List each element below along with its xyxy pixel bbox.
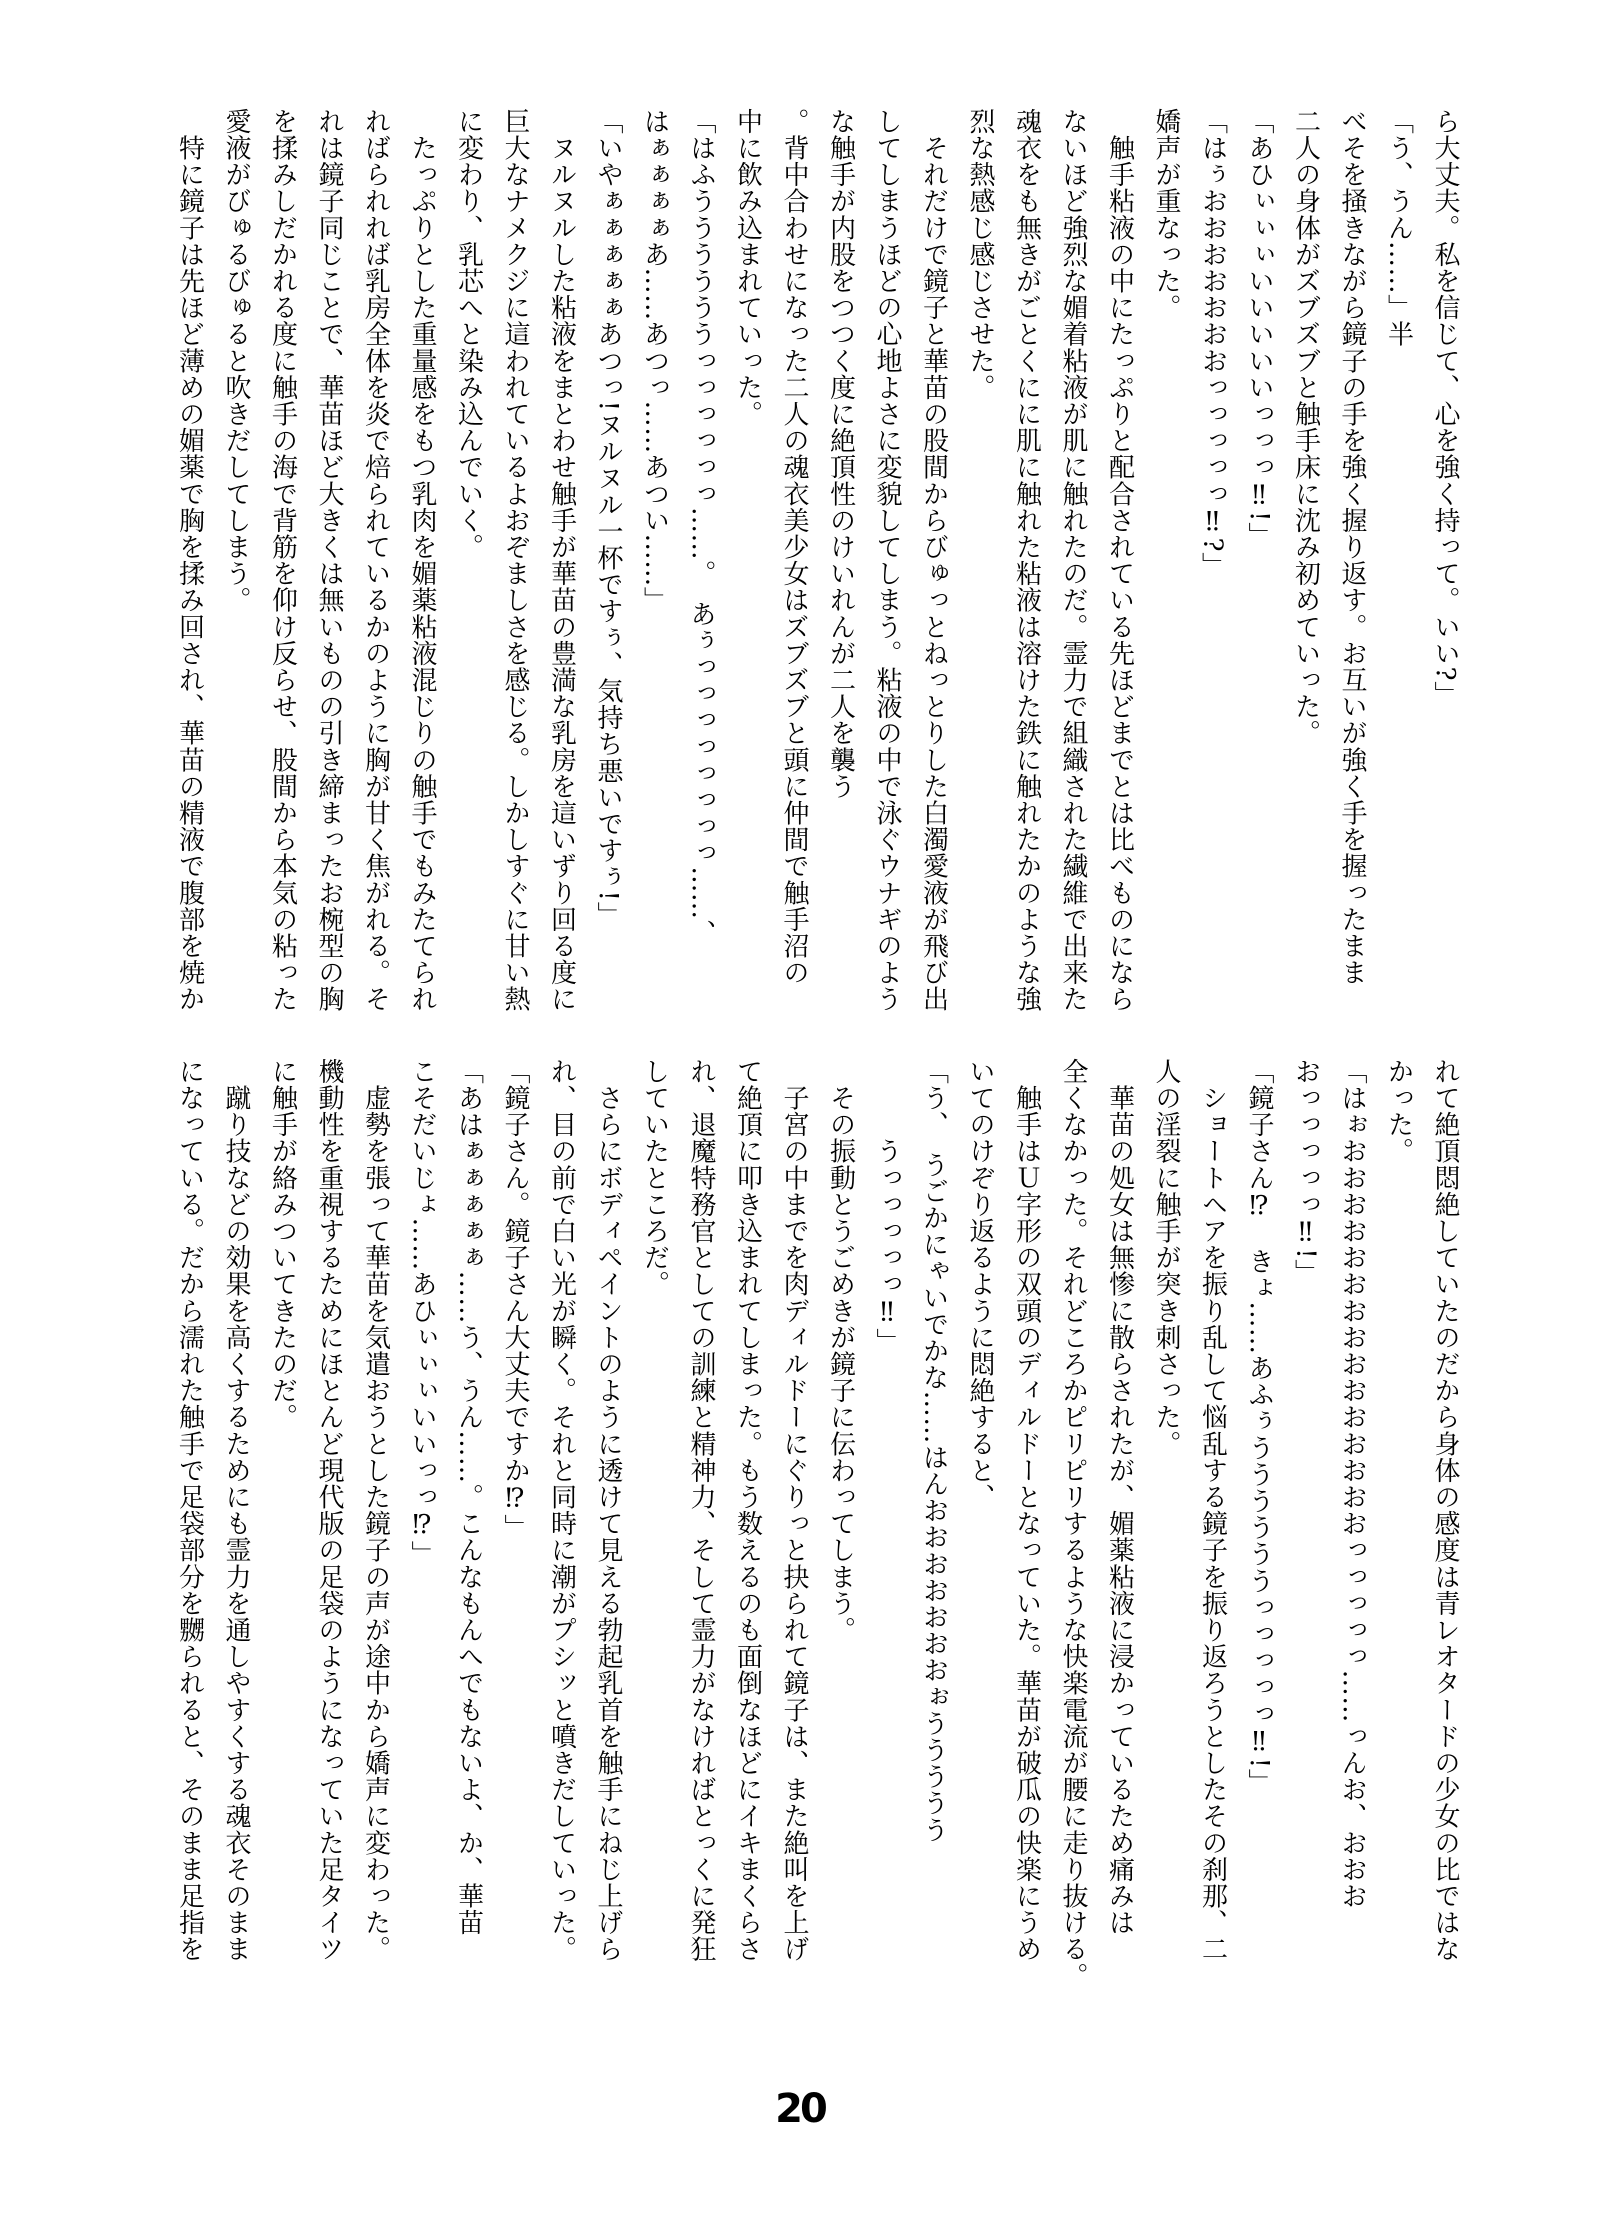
text-column: れ、退魔特務官としての訓練と精神力、そして霊力がなければとっくに発狂 bbox=[686, 1058, 716, 1963]
text-column: たっぷりとした重量感をもつ乳肉を媚薬粘液混じりの触手でもみたてられ bbox=[407, 108, 437, 1013]
text-column: 「鏡子さん。鏡子さん大丈夫ですか⁉」 bbox=[500, 1058, 530, 1541]
text-column: していたところだ。 bbox=[639, 1058, 670, 1298]
text-column: になっている。だから濡れた触手で足袋部分を嬲られると、そのまま足指を bbox=[174, 1058, 205, 1963]
text-column: その振動とうごめきが鏡子に伝わってしまう。 bbox=[825, 1058, 856, 1644]
text-column: うっっっっっ‼」 bbox=[872, 1058, 902, 1355]
text-column: て絶頂に叩き込まれてしまった。もう数えるのも面倒なほどにイキまくらさ bbox=[732, 1058, 763, 1963]
text-column: 華苗の処女は無惨に散らされたが、媚薬粘液に浸かっているため痛みは bbox=[1104, 1058, 1135, 1936]
text-column: かった。 bbox=[1383, 1058, 1414, 1165]
text-column: おっっっっっ‼!」 bbox=[1290, 1058, 1321, 1286]
text-column: 蹴り技などの効果を高くするためにも霊力を通しやすくする魂衣そのまま bbox=[221, 1058, 251, 1963]
text-column: べそを掻きながら鏡子の手を強く握り返す。お互いが強く手を握ったまま bbox=[1337, 108, 1367, 986]
text-column: さらにボディペイントのように透けて見える勃起乳首を触手にねじ上げら bbox=[593, 1058, 623, 1963]
text-column: れて絶頂悶絶していたのだから身体の感度は青レオタードの少女の比ではな bbox=[1430, 1058, 1460, 1963]
text-column: 「鏡子さん⁉ きょ……あふぅううううううっっっっっ‼!」 bbox=[1244, 1058, 1274, 1796]
text-block-top bbox=[158, 108, 1468, 1013]
text-column: を揉みしだかれる度に触手の海で背筋を仰け反らせ、股間から本気の粘った bbox=[267, 108, 298, 1013]
text-column: 中に飲み込まれていった。 bbox=[732, 108, 763, 428]
text-column: それだけで鏡子と華苗の股間からびゅっとねっとりした白濁愛液が飛び出 bbox=[918, 108, 949, 1013]
text-column: 愛液がびゅるびゅると吹きだしてしまう。 bbox=[221, 108, 251, 614]
text-column: 触手はＵ字形の双頭のディルドーとなっていた。華苗が破瓜の快楽にうめ bbox=[1011, 1058, 1042, 1963]
text-column: 「はぅおおおおおおおっっっっっ‼?」 bbox=[1197, 108, 1228, 579]
text-column: れは鏡子同じことで、華苗ほど大きくは無いものの引き締まったお椀型の胸 bbox=[314, 108, 344, 1013]
text-column: 「はぉおおおおおおおおおおおおおおおっっっっっ……っんお、おおお bbox=[1337, 1058, 1367, 1910]
text-column: 人の淫裂に触手が突き刺さった。 bbox=[1151, 1058, 1181, 1457]
text-column: 「う、うん……」半 bbox=[1383, 108, 1414, 348]
text-column: 「う、 うごかにゃいでかな……はんおおおおおおおぉううううう bbox=[918, 1058, 949, 1843]
text-column: 触手粘液の中にたっぷりと配合されている先ほどまでとは比べものになら bbox=[1104, 108, 1135, 1013]
text-column: 虚勢を張って華苗を気遣おうとした鏡子の声が途中から嬌声に変わった。 bbox=[360, 1058, 391, 1963]
text-column: ショートヘアを振り乱して悩乱する鏡子を振り返ろうとしたその刹那、二 bbox=[1197, 1058, 1228, 1963]
text-column: 烈な熱感じ感じさせた。 bbox=[965, 108, 995, 401]
text-column: に変わり、乳芯へと染み込んでいく。 bbox=[453, 108, 484, 561]
text-column: 「あはぁぁぁぁぁ……う、うん……。こんなもんへでもないよ、か、華苗 bbox=[453, 1058, 484, 1936]
text-column: いてのけぞり返るように悶絶すると、 bbox=[965, 1058, 995, 1511]
text-column: ら大丈夫。私を信じて、心を強く持って。いい?」 bbox=[1430, 108, 1460, 708]
text-column: 特に鏡子は先ほど薄めの媚薬で胸を揉み回され、華苗の精液で腹部を焼か bbox=[174, 108, 205, 1013]
text-column: ヌルヌルした粘液をまとわせ触手が華苗の豊満な乳房を這いずり回る度に bbox=[546, 108, 577, 1013]
text-column: 「あひぃぃぃいいいいいっっっ‼!」 bbox=[1244, 108, 1274, 549]
text-column: 魂衣をも無きがごとくにに肌に触れた粘液は溶けた鉄に触れたかのような強 bbox=[1011, 108, 1042, 1013]
page-number: 20 bbox=[775, 2086, 825, 2132]
text-column: 「いやぁぁぁぁぁあつっ!ヌルヌル一杯ですぅ、気持ち悪いですぅ!」 bbox=[593, 108, 623, 929]
text-column: ればられれば乳房全体を炎で焙られているかのように胸が甘く焦がれる。そ bbox=[360, 108, 391, 1013]
text-block-bottom bbox=[158, 1058, 1468, 1989]
text-column: 二人の身体がズブズブと触手床に沈み初めていった。 bbox=[1290, 108, 1321, 747]
text-column: 全くなかった。それどころかピリピリするような快楽電流が腰に走り抜ける。 bbox=[1058, 1058, 1088, 1989]
text-column: 。背中合わせになった二人の魂衣美少女はズブズブと頭に仲間で触手沼の bbox=[779, 108, 809, 986]
text-column: 巨大なナメクジに這われているよおぞましさを感じる。しかしすぐに甘い熱 bbox=[500, 108, 530, 1013]
text-column: ないほど強烈な媚着粘液が肌に触れたのだ。霊力で組織された繊維で出来た bbox=[1058, 108, 1088, 1013]
text-column: に触手が絡みついてきたのだ。 bbox=[267, 1058, 298, 1431]
text-column: 嬌声が重なった。 bbox=[1151, 108, 1181, 321]
text-column: こそだいじょ……あひぃぃぃいいっっ⁉」 bbox=[407, 1058, 437, 1568]
text-column: な触手が内股をつつく度に絶頂性のけいれんが二人を襲う bbox=[825, 108, 856, 800]
text-column: 機動性を重視するためにほとんど現代版の足袋のようになっていた足タイツ bbox=[314, 1058, 344, 1963]
text-column: 「はふううううううっっっっっっ……。 あぅっっっっっっっっ……、 bbox=[686, 108, 716, 947]
text-column: はぁぁぁぁあ……あつっ……あつい……」 bbox=[639, 108, 670, 614]
text-column: 子宮の中までを肉ディルドーにぐりっと抉られて鏡子は、また絶叫を上げ bbox=[779, 1058, 809, 1963]
text-column: してしまうほどの心地よさに変貌してしまう。粘液の中で泳ぐウナギのよう bbox=[872, 108, 902, 1013]
text-column: れ、目の前で白い光が瞬く。それと同時に潮がプシッと噴きだしていった。 bbox=[546, 1058, 577, 1963]
